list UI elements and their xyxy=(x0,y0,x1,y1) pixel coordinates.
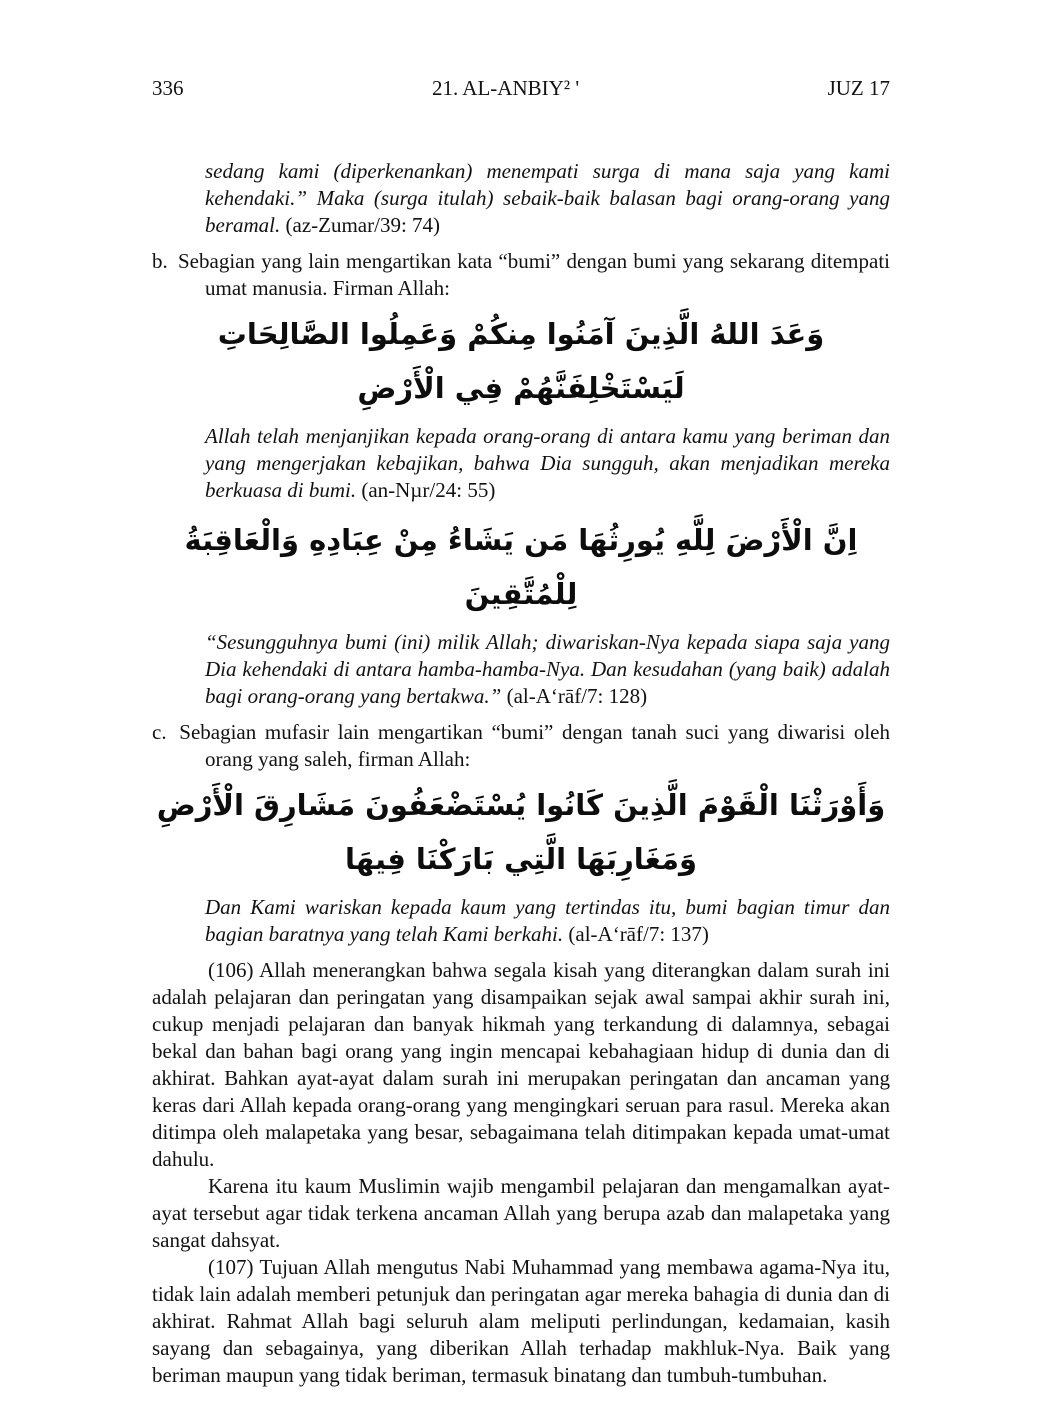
quote-text: “Sesungguhnya bumi (ini) milik Allah; diwariskan-Nya kepada siapa saja yang Dia kehendaki di antara hamba-hamba-Nya. Dan kesudahan (yang baik) adalah bagi orang-orang yang bertakwa.” xyxy=(205,630,890,708)
arabic-verse-an-nur-24-55: وَعَدَ اللهُ الَّذِينَ آمَنُوا مِنكُمْ وَعَمِلُوا الصَّالِحَاتِ لَيَسْتَخْلِفَنَّهُمْ فِي الْأَرْضِ xyxy=(217,317,825,405)
list-item-b xyxy=(152,248,890,302)
list-item-c xyxy=(152,719,890,773)
list-item-text: Sebagian yang lain mengartikan kata “bumi” dengan bumi yang sekarang ditempati umat manusia. Firman Allah: xyxy=(178,249,891,300)
list-item-text: Sebagian mufasir lain mengartikan “bumi” dengan tanah suci yang diwarisi oleh orang yang saleh, firman Allah: xyxy=(179,720,891,771)
arabic-verse-al-araf-7-137: وَأَوْرَثْنَا الْقَوْمَ الَّذِينَ كَانُوا يُسْتَضْعَفُونَ مَشَارِقَ الْأَرْضِ وَمَغَارِبَهَا الَّتِي بَارَكْنَا فِيهَا xyxy=(156,788,886,876)
quote-text: Allah telah menjanjikan kepada orang-orang di antara kamu yang beriman dan yang mengerjakan kebajikan, bahwa Dia sungguh, akan menjadikan mereka berkuasa di bumi. xyxy=(205,424,890,502)
page-header xyxy=(152,75,890,102)
quote-translation-al-araf-7-128 xyxy=(205,629,890,710)
paragraph-106: (106) Allah menerangkan bahwa segala kisah yang diterangkan dalam surah ini adalah pelajaran dan peringatan yang disampaikan sejak awal sampai akhir surah ini, cukup menjadi pelajaran dan banyak hikmah yang terkandung di dalamnya, sebagai bekal dan bahan bagi orang yang ingin mencapai kebahagiaan hidup di dunia dan di akhirat. Bahkan ayat-ayat dalam surah ini merupakan peringatan dan ancaman yang keras dari Allah kepada orang-orang yang mengingkari seruan para rasul. Mereka akan ditimpa oleh malapetaka yang besar, sebagaimana telah ditimpakan kepada umat-umat dahulu. xyxy=(152,958,890,1171)
quote-az-zumar-39-74 xyxy=(205,158,890,239)
quote-translation-al-araf-7-137 xyxy=(205,894,890,948)
juz-label: JUZ 17 xyxy=(827,76,890,100)
verse-reference: (an-Nµr/24: 55) xyxy=(361,478,496,502)
paragraph-karena-itu: Karena itu kaum Muslimin wajib mengambil pelajaran dan mengamalkan ayat-ayat tersebut agar tidak terkena ancaman Allah yang berupa azab dan malapetaka yang sangat dahsyat. xyxy=(152,1174,890,1252)
arabic-verse-al-araf-7-128: اِنَّ الْأَرْضَ لِلَّهِ يُورِثُهَا مَن يَشَاءُ مِنْ عِبَادِهِ وَالْعَاقِبَةُ لِلْمُتَّقِينَ xyxy=(184,523,858,611)
page-number: 336 xyxy=(152,76,184,100)
verse-reference: (az-Zumar/39: 74) xyxy=(285,213,441,237)
list-marker: c. xyxy=(152,720,167,744)
quote-text: Dan Kami wariskan kepada kaum yang tertindas itu, bumi bagian timur dan bagian baratnya yang telah Kami berkahi. xyxy=(205,895,890,946)
verse-reference: (al-A‘rāf/7: 137) xyxy=(568,922,709,946)
paragraph-107: (107) Tujuan Allah mengutus Nabi Muhammad yang membawa agama-Nya itu, tidak lain adalah memberi petunjuk dan peringatan agar mereka bahagia di dunia dan di akhirat. Rahmat Allah bagi seluruh alam meliputi perlindungan, kedamaian, kasih sayang dan sebagainya, yang diberikan Allah terhadap makhluk-Nya. Baik yang beriman maupun yang tidak beriman, termasuk binatang dan tumbuh-tumbuhan. xyxy=(152,1255,890,1387)
quote-translation-an-nur-24-55 xyxy=(205,423,890,504)
list-marker: b. xyxy=(152,249,168,273)
quote-text: sedang kami (diperkenankan) menempati surga di mana saja yang kami kehendaki.” Maka (surga itulah) sebaik-baik balasan bagi orang-orang yang beramal. xyxy=(205,159,890,237)
verse-reference: (al-A‘rāf/7: 128) xyxy=(506,684,648,708)
surah-title: 21. AL-ANBIY² ' xyxy=(431,76,580,100)
